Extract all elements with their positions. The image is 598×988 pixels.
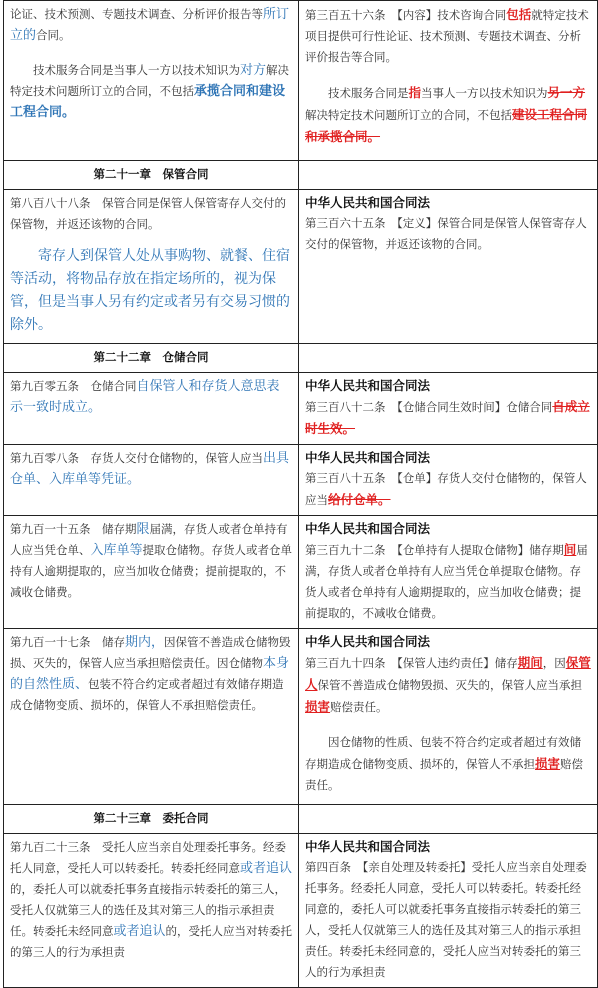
article-text: 第三百八十五条 【仓单】存货人交付仓储物的，保管人应当	[305, 471, 587, 507]
article-text: 第九百零八条 存货人交付仓储物的，保管人应当	[10, 451, 263, 465]
article-text: 第九百一十五条 储存期	[10, 522, 137, 536]
article-text: 第四百条 【亲自处理及转委托】受托人应当亲自处理委托事务。经委托人同意，受托人可以转委托。转委托经同意的，委托人可以就委托事务直接指示转委托的第三人，受托人仅就第三人的选任及其对第三人的指示承担责任。转委托未经同意的，受托人应当对转委托的第三人的行为承担责	[305, 860, 587, 979]
table-row	[4, 445, 598, 516]
changed-text: 指	[408, 85, 422, 100]
civil-code-cell	[4, 516, 299, 629]
added-text: 出具仓单、入库单等凭证。	[10, 451, 290, 487]
article-text: 就特定技术项目提供可行性论证、技术预测、专题技术调查、分析评价报告等合同。	[305, 8, 589, 64]
comparison-table	[3, 0, 598, 988]
table-row	[4, 834, 598, 988]
article-text: 第九百一十七条 储存	[10, 635, 125, 649]
article-text: 届满，存货人或者仓单持有人应当凭仓单提取仓储物。存货人或者仓单持有人逾期提取的，应当加收仓储费；提前提取的，不减收仓储费。	[305, 543, 588, 620]
article-text: 第九百二十三条 受托人应当亲自处理委托事务。经委托人同意，受托人可以转委托。转委托经同意	[10, 840, 286, 875]
added-text: 本身的自然性质、	[10, 656, 290, 692]
civil-code-cell	[4, 190, 299, 344]
law-title: 中华人民共和国合同法	[305, 378, 431, 393]
civil-code-cell	[4, 629, 299, 805]
deleted-text: 另一方	[547, 85, 586, 100]
empty-cell	[299, 805, 598, 834]
article-text: 的，受托人应当对转委托的第三人的行为承担责	[10, 924, 293, 959]
changed-text: 损害	[535, 756, 561, 771]
changed-text: 期间	[517, 655, 543, 670]
law-title: 中华人民共和国合同法	[305, 839, 431, 854]
chapter-heading-row	[4, 805, 598, 834]
added-text: 所订立的	[10, 7, 290, 43]
contract-law-cell	[299, 834, 598, 988]
chapter-heading-row	[4, 344, 598, 373]
law-title: 中华人民共和国合同法	[305, 634, 431, 649]
law-title: 中华人民共和国合同法	[305, 521, 431, 536]
article-text: 解决特定技术问题所订立的合同，不包括	[305, 108, 512, 122]
article-text: ，因	[542, 656, 566, 670]
deleted-text: 建设工程合同和承揽合同。	[305, 107, 588, 144]
changed-text: 间	[563, 542, 577, 557]
article-text: 第三百九十二条 【仓单持有人提取仓储物】储存期	[305, 543, 564, 557]
article-text: 第八百八十八条 保管合同是保管人保管寄存人交付的保管物，并返还该物的合同。	[10, 196, 286, 231]
article-text: 届满，存货人或者仓单持有人应当凭仓单、	[10, 522, 288, 557]
article-text: 技术服务合同是当事人一方以技术知识为	[33, 63, 240, 77]
added-text: 或者追认	[240, 861, 293, 876]
changed-text: 损害	[305, 699, 331, 714]
empty-cell	[299, 344, 598, 373]
empty-cell	[299, 161, 598, 190]
table-row	[4, 373, 598, 445]
article-text: 赔偿责任。	[305, 757, 584, 792]
article-text: 第三百六十五条 【定义】保管合同是保管人保管寄存人交付的保管物，并返还该物的合同。	[305, 216, 587, 251]
added-text: 期内，	[125, 635, 165, 650]
chapter-heading-row	[4, 161, 598, 190]
contract-law-cell	[299, 516, 598, 629]
article-text: 因仓储物的性质、包装不符合约定或者超过有效储存期造成仓储物变质、损坏的，保管人不承担	[305, 735, 581, 771]
article-text: 提取仓储物。存货人或者仓单持有人逾期提取的，应当加收仓储费；提前提取的，不减收仓储费。	[10, 543, 293, 599]
article-text: 合同。	[36, 28, 71, 42]
deleted-text: 给付仓单。	[328, 492, 391, 507]
article-text: 当事人一方以技术知识为	[421, 86, 548, 100]
chapter-title: 第二十一章 保管合同	[4, 161, 299, 190]
article-text: 第三百九十四条 【保管人违约责任】储存	[305, 656, 518, 670]
article-text: 解决特定技术问题所订立的合同，不包括	[10, 63, 290, 98]
article-text: 的，委托人可以就委托事务直接指示转委托的第三人，受托人仅就第三人的选任及其对第三人的指示承担责任。转委托未经同意	[10, 882, 286, 938]
civil-code-cell	[4, 373, 299, 445]
article-text: 因保管不善造成仓储物毁损、灭失的，保管人应当承担赔偿责任。因仓储物	[10, 635, 291, 670]
added-text: 对方	[240, 63, 267, 78]
added-text: 或者追认	[113, 924, 166, 939]
article-text: 论证、技术预测、专题技术调查、分析评价报告等	[10, 7, 263, 21]
article-text: 技术服务合同是	[328, 86, 409, 100]
civil-code-cell	[4, 1, 299, 161]
added-text: 限	[136, 522, 150, 537]
civil-code-cell	[4, 445, 299, 516]
article-text: 第三百八十二条 【仓储合同生效时间】仓储合同	[305, 400, 553, 414]
table-row	[4, 516, 598, 629]
deleted-text: 自成立时生效。	[305, 399, 590, 436]
civil-code-cell	[4, 834, 299, 988]
added-text: 寄存人到保管人处从事购物、就餐、住宿等活动，将物品存放在指定场所的，视为保管，但是当事人另有约定或者另有交易习惯的除外。	[10, 248, 290, 333]
contract-law-cell	[299, 1, 598, 161]
added-text: 入库单等	[90, 543, 143, 558]
article-text: 保管不善造成仓储物毁损、灭失的，保管人应当承担	[317, 678, 583, 692]
contract-law-cell	[299, 629, 598, 805]
chapter-title: 第二十二章 仓储合同	[4, 344, 299, 373]
article-text: 第九百零五条 仓储合同	[10, 379, 137, 393]
article-text: 赔偿责任。	[330, 700, 388, 714]
contract-law-cell	[299, 445, 598, 516]
article-text: 第三百五十六条 【内容】技术咨询合同	[305, 8, 507, 22]
law-title: 中华人民共和国合同法	[305, 450, 431, 465]
contract-law-cell	[299, 373, 598, 445]
table-row	[4, 190, 598, 344]
contract-law-cell	[299, 190, 598, 344]
added-text: 承揽合同和建设工程合同。	[10, 84, 286, 120]
article-text: 包装不符合约定或者超过有效储存期造成仓储物变质、损坏的，保管人不承担赔偿责任。	[10, 677, 284, 712]
table-row	[4, 629, 598, 805]
added-text: 自保管人和存货人意思表示一致时成立。	[10, 379, 280, 415]
changed-text: 包括	[506, 7, 532, 22]
changed-text: 保管人	[305, 655, 591, 692]
law-title: 中华人民共和国合同法	[305, 195, 431, 210]
table-row	[4, 1, 598, 161]
chapter-title: 第二十三章 委托合同	[4, 805, 299, 834]
